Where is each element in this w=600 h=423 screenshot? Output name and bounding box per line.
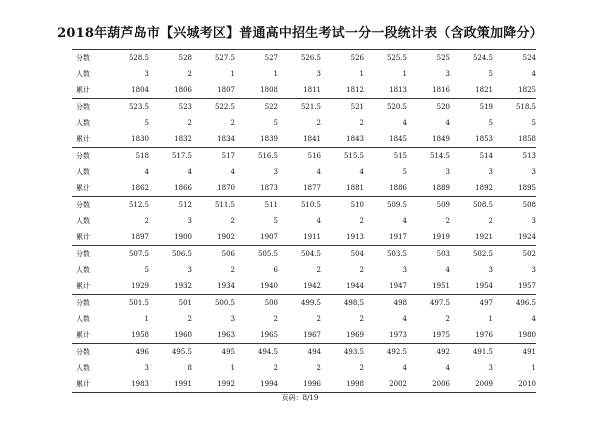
table-cell: 1975 [432,331,450,339]
table-cell: 502.5 [472,250,493,258]
table-cell: 508 [522,201,536,209]
table-cell: 2 [445,315,450,323]
table-cell: 1900 [174,233,192,241]
row-label: 人数 [76,119,90,127]
table-cell: 500 [264,299,278,307]
table-cell: 4 [402,364,407,372]
table-cell: 4 [531,70,536,78]
score-row [72,99,536,115]
table-cell: 1849 [432,135,450,143]
table-cell: 1813 [389,86,407,94]
table-cell: 1917 [389,233,407,241]
table-cell: 2 [144,217,149,225]
table-cell: 527 [264,54,278,62]
table-cell: 1808 [260,86,278,94]
table-cell: 2 [230,217,235,225]
table-cell: 1992 [217,380,235,388]
table-cell: 3 [445,70,450,78]
table-cell: 1816 [432,86,450,94]
table-cell: 3 [531,266,536,274]
row-label: 分数 [76,54,90,62]
table-cell: 521.5 [300,103,321,111]
table-cell: 3 [531,168,536,176]
table-cell: 4 [445,364,450,372]
table-cell: 4 [316,217,321,225]
table-cell: 522 [264,103,278,111]
table-cell: 496 [135,348,149,356]
table-cell: 525.5 [386,54,407,62]
table-cell: 3 [187,266,192,274]
table-cell: 514.5 [429,152,450,160]
table-cell: 526.5 [300,54,321,62]
table-cell: 1897 [131,233,149,241]
table-cell: 525 [436,54,450,62]
table-cell: 4 [230,168,235,176]
table-cell: 493.5 [343,348,364,356]
table-cell: 1991 [174,380,192,388]
table-cell: 1873 [260,184,278,192]
table-cell: 1886 [389,184,407,192]
table-cell: 2 [488,217,493,225]
table-cell: 1843 [346,135,364,143]
table-cell: 505.5 [257,250,278,258]
table-cell: 494 [307,348,321,356]
table-cell: 1980 [518,331,536,339]
table-cell: 500.5 [214,299,235,307]
table-cell: 516 [307,152,321,160]
table-cell: 1853 [475,135,493,143]
score-row [72,197,536,213]
cumulative-row [72,327,536,343]
table-cell: 1963 [217,331,235,339]
table-cell: 1845 [389,135,407,143]
row-label: 累计 [76,184,90,192]
table-cell: 1834 [217,135,235,143]
table-cell: 1858 [518,135,536,143]
table-cell: 1996 [303,380,321,388]
table-cell: 1 [402,70,407,78]
table-cell: 1841 [303,135,321,143]
table-cell: 1919 [432,233,450,241]
table-cell: 1934 [217,282,235,290]
table-cell: 5 [273,217,278,225]
table-cell: 1 [488,315,493,323]
row-label: 累计 [76,380,90,388]
row-label: 累计 [76,282,90,290]
table-cell: 513 [522,152,536,160]
table-cell: 3 [488,364,493,372]
count-row [72,360,536,376]
count-row [72,66,536,82]
page-number: 页码：8/19 [281,394,319,402]
table-cell: 510 [350,201,364,209]
table-cell: 518 [135,152,149,160]
table-cell: 4 [531,315,536,323]
table-cell: 499.5 [300,299,321,307]
cumulative-row [72,229,536,245]
table-cell: 3 [230,315,235,323]
table-cell: 1967 [303,331,321,339]
table-cell: 509 [436,201,450,209]
table-cell: 1830 [131,135,149,143]
table-cell: 4 [445,266,450,274]
table-cell: 2 [316,266,321,274]
table-cell: 1954 [475,282,493,290]
table-block [72,196,536,245]
table-cell: 2 [316,364,321,372]
row-label: 累计 [76,233,90,241]
table-cell: 2 [273,364,278,372]
table-cell: 3 [445,168,450,176]
table-cell: 491.5 [472,348,493,356]
table-cell: 514 [479,152,493,160]
table-cell: 3 [488,168,493,176]
count-row [72,311,536,327]
table-cell: 498.5 [343,299,364,307]
table-cell: 2 [445,217,450,225]
table-cell: 504.5 [300,250,321,258]
table-cell: 520 [436,103,450,111]
document-title: 2018年葫芦岛市【兴城考区】普通高中招生考试一分一段统计表（含政策加降分） [57,26,543,41]
table-cell: 1942 [303,282,321,290]
table-cell: 1960 [174,331,192,339]
table-cell: 5 [402,168,407,176]
table-cell: 2009 [475,380,493,388]
table-cell: 526 [350,54,364,62]
table-cell: 1976 [475,331,493,339]
table-cell: 509.5 [386,201,407,209]
table-cell: 1 [273,70,278,78]
table-cell: 1862 [131,184,149,192]
table-cell: 4 [402,119,407,127]
table-cell: 1911 [303,233,321,241]
table-cell: 1866 [174,184,192,192]
table-cell: 2 [316,315,321,323]
table-cell: 521 [350,103,364,111]
table-cell: 1806 [174,86,192,94]
table-cell: 497.5 [429,299,450,307]
table-cell: 502 [522,250,536,258]
table-cell: 495.5 [171,348,192,356]
table-cell: 1983 [131,380,149,388]
table-cell: 1 [230,70,235,78]
table-cell: 4 [445,119,450,127]
table-cell: 1889 [432,184,450,192]
table-cell: 5 [144,119,149,127]
cumulative-row [72,180,536,196]
row-label: 人数 [76,217,90,225]
table-cell: 1951 [432,282,450,290]
table-cell: 2 [187,119,192,127]
table-cell: 1832 [174,135,192,143]
table-cell: 528.5 [128,54,149,62]
table-cell: 511 [264,201,278,209]
table-cell: 1812 [346,86,364,94]
table-cell: 528 [178,54,192,62]
table-cell: 1994 [260,380,278,388]
table-cell: 3 [316,70,321,78]
table-cell: 3 [187,217,192,225]
row-label: 人数 [76,315,90,323]
table-cell: 3 [144,70,149,78]
count-row [72,115,536,131]
table-cell: 1921 [475,233,493,241]
row-label: 累计 [76,331,90,339]
table-cell: 1807 [217,86,235,94]
table-cell: 2 [230,119,235,127]
table-cell: 2010 [518,380,536,388]
table-cell: 5 [273,119,278,127]
table-cell: 1 [144,315,149,323]
table-cell: 3 [144,364,149,372]
table-block [72,147,536,196]
table-cell: 491 [522,348,536,356]
count-row [72,213,536,229]
count-row [72,164,536,180]
row-label: 分数 [76,103,90,111]
table-cell: 516.5 [257,152,278,160]
table-cell: 504 [350,250,364,258]
table-cell: 501.5 [128,299,149,307]
row-label: 分数 [76,299,90,307]
table-cell: 2 [359,364,364,372]
table-cell: 512 [178,201,192,209]
table-cell: 2 [359,217,364,225]
table-cell: 2 [187,315,192,323]
table-cell: 515 [393,152,407,160]
table-cell: 1821 [475,86,493,94]
table-cell: 507.5 [128,250,149,258]
table-cell: 492 [436,348,450,356]
table-cell: 3 [531,217,536,225]
table-cell: 1892 [475,184,493,192]
table-cell: 2 [187,70,192,78]
table-cell: 1804 [131,86,149,94]
table-cell: 1940 [260,282,278,290]
table-cell: 1839 [260,135,278,143]
table-block [72,343,536,393]
table-cell: 1913 [346,233,364,241]
table-block [72,294,536,343]
table-cell: 1958 [131,331,149,339]
table-cell: 508.5 [472,201,493,209]
table-cell: 5 [488,70,493,78]
table-cell: 503.5 [386,250,407,258]
table-cell: 5 [144,266,149,274]
table-cell: 4 [187,168,192,176]
cumulative-row [72,131,536,147]
table-cell: 2006 [432,380,450,388]
table-cell: 1 [531,364,536,372]
row-label: 累计 [76,86,90,94]
table-cell: 1881 [346,184,364,192]
table-cell: 519 [479,103,493,111]
table-cell: 510.5 [300,201,321,209]
table-cell: 1965 [260,331,278,339]
cumulative-row [72,82,536,98]
table-cell: 497 [479,299,493,307]
table-cell: 3 [488,266,493,274]
table-cell: 524.5 [472,54,493,62]
table-block [72,49,536,98]
table-cell: 494.5 [257,348,278,356]
table-cell: 520.5 [386,103,407,111]
table-cell: 515.5 [343,152,364,160]
table-cell: 501 [178,299,192,307]
table-cell: 523 [178,103,192,111]
row-label: 分数 [76,152,90,160]
table-cell: 506 [221,250,235,258]
row-label: 分数 [76,201,90,209]
table-cell: 2 [316,119,321,127]
table-cell: 1895 [518,184,536,192]
row-label: 人数 [76,70,90,78]
table-cell: 512.5 [128,201,149,209]
cumulative-row [72,376,536,392]
table-cell: 4 [359,168,364,176]
table-cell: 6 [273,266,278,274]
table-cell: 5 [531,119,536,127]
table-cell: 1944 [346,282,364,290]
table-cell: 495 [221,348,235,356]
table-cell: 1 [359,70,364,78]
table-cell: 2 [359,119,364,127]
table-cell: 496.5 [515,299,536,307]
table-cell: 503 [436,250,450,258]
table-cell: 3 [273,168,278,176]
table-cell: 524 [522,54,536,62]
score-row [72,344,536,360]
table-cell: 2 [230,266,235,274]
table-cell: 506.5 [171,250,192,258]
table-cell: 1902 [217,233,235,241]
score-row [72,295,536,311]
row-label: 分数 [76,348,90,356]
score-row [72,148,536,164]
count-row [72,262,536,278]
table-cell: 1998 [346,380,364,388]
table-cell: 518.5 [515,103,536,111]
cumulative-row [72,278,536,294]
table-cell: 492.5 [386,348,407,356]
table-cell: 1825 [518,86,536,94]
row-label: 人数 [76,266,90,274]
table-cell: 1877 [303,184,321,192]
score-row [72,50,536,66]
table-cell: 1957 [518,282,536,290]
table-cell: 1811 [303,86,321,94]
table-cell: 8 [187,364,192,372]
table-cell: 522.5 [214,103,235,111]
table-cell: 2002 [389,380,407,388]
row-label: 累计 [76,135,90,143]
table-cell: 5 [488,119,493,127]
table-cell: 1907 [260,233,278,241]
table-block [72,98,536,147]
table-cell: 3 [402,266,407,274]
score-distribution-table [72,49,536,393]
table-cell: 2 [359,266,364,274]
table-cell: 1924 [518,233,536,241]
row-label: 人数 [76,364,90,372]
row-label: 分数 [76,250,90,258]
score-row [72,246,536,262]
table-cell: 4 [144,168,149,176]
table-cell: 1932 [174,282,192,290]
table-cell: 1929 [131,282,149,290]
table-cell: 1 [230,364,235,372]
table-cell: 4 [402,315,407,323]
table-cell: 1969 [346,331,364,339]
table-cell: 527.5 [214,54,235,62]
table-cell: 511.5 [214,201,235,209]
table-cell: 4 [316,168,321,176]
table-cell: 4 [402,217,407,225]
table-cell: 498 [393,299,407,307]
table-block [72,245,536,294]
table-cell: 517 [221,152,235,160]
table-cell: 517.5 [171,152,192,160]
row-label: 人数 [76,168,90,176]
table-cell: 1870 [217,184,235,192]
table-cell: 1947 [389,282,407,290]
table-cell: 2 [273,315,278,323]
table-cell: 523.5 [128,103,149,111]
table-cell: 2 [359,315,364,323]
table-cell: 1973 [389,331,407,339]
